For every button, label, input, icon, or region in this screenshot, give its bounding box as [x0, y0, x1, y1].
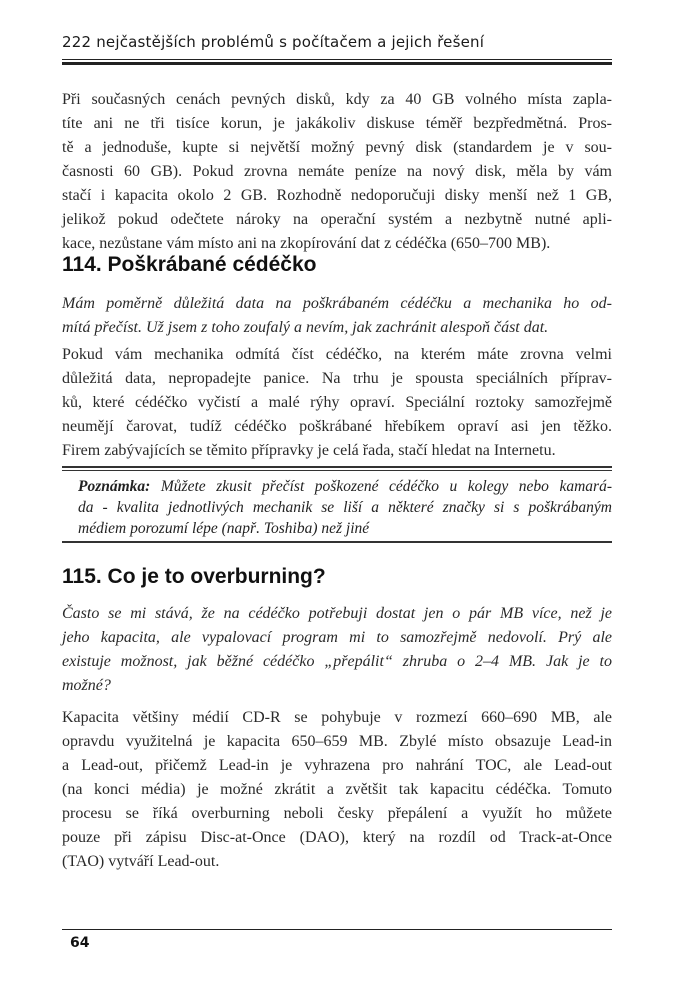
text-line: tě a jednoduše, kupte si největší možný pevný disk (standardem je v sou- — [62, 139, 612, 156]
text-line: da - kvalita jednotlivých mechanik se liší a některé značky si s poškrábaným — [78, 499, 612, 516]
section-115-question — [62, 602, 612, 698]
text-line: stačí i kapacita okolo 2 GB. Rozhodně nedoporučuji disky menší než 1 GB, — [62, 187, 612, 204]
section-114-heading: 114. Poškrábané cédéčko — [62, 253, 317, 276]
text-line: Pokud vám mechanika odmítá číst cédéčko, na kterém máte zrovna velmi — [62, 346, 612, 363]
footer-rule — [62, 929, 612, 930]
note-box — [78, 476, 612, 539]
text-line: pouze při zápisu Disc-at-Once (DAO), který na rozdíl od Track-at-Once — [62, 829, 612, 846]
section-114-answer — [62, 343, 612, 463]
text-line: možné? — [62, 677, 111, 694]
text-line: Kapacita většiny médií CD-R se pohybuje v rozmezí 660–690 MB, ale — [62, 709, 612, 726]
header-rule — [62, 59, 612, 65]
page-number: 64 — [70, 935, 90, 951]
text-line: jeho kapacita, ale vypalovací program mi to samozřejmě nedovolí. Prý ale — [62, 629, 612, 646]
text-line: jelikož pokud odečtete nároky na operační systém a nezbytně nutné apli- — [62, 211, 612, 228]
text-line: Mám poměrně důležitá data na poškrábaném cédéčku a mechanika ho od- — [62, 295, 612, 312]
text-line: ků, které cédéčko vyčistí a malé rýhy opraví. Speciální roztoky samozřejmě — [62, 394, 612, 411]
text-line: důležitá data, nepropadejte panice. Na trhu je spousta speciálních příprav- — [62, 370, 612, 387]
note-label: Poznámka: — [78, 478, 151, 495]
note-lines — [78, 497, 612, 539]
section-115-answer — [62, 706, 612, 874]
text-line: títe ani ne tři tisíce korun, je jakákoliv diskuse téměř bezpředmětná. Pros- — [62, 115, 612, 132]
text-line: časnosti 60 GB). Pokud zrovna nemáte peníze na nový disk, měla by vám — [62, 163, 612, 180]
running-header: 222 nejčastějších problémů s počítačem a jejich řešení — [62, 33, 485, 51]
section-114-question — [62, 292, 612, 340]
note-rule-top — [62, 466, 612, 471]
text-line: (TAO) vytváří Lead-out. — [62, 853, 220, 870]
text-line: opravdu využitelná je kapacita 650–659 MB. Zbylé místo obsazuje Lead-in — [62, 733, 612, 750]
intro-paragraph — [62, 88, 612, 256]
text-line: kace, nezůstane vám místo ani na zkopírování dat z cédéčka (650–700 MB). — [62, 235, 551, 252]
text-line: mítá přečíst. Už jsem z toho zoufalý a nevím, jak zachránit alespoň část dat. — [62, 319, 549, 336]
text-line: existuje možnost, jak běžné cédéčko „přepálit“ zhruba o 2–4 MB. Jak je to — [62, 653, 612, 670]
text-line: Při současných cenách pevných disků, kdy za 40 GB volného místa zapla- — [62, 91, 612, 108]
text-line: (na konci média) je možné zkrátit a zvětšit tak kapacitu cédéčka. Tomuto — [62, 781, 612, 798]
text-line: médiem porozumí lépe (např. Toshiba) než jiné — [78, 520, 370, 537]
text-line: procesu se říká overburning neboli česky přepálení a využít ho můžete — [62, 805, 612, 822]
section-115-heading: 115. Co je to overburning? — [62, 565, 326, 588]
text-line: a Lead-out, přičemž Lead-in je vyhrazena pro nahrání TOC, ale Lead-out — [62, 757, 612, 774]
text-line: neumějí čarovat, tudíž cédéčko poškrábané hřebíkem opraví asi jen těžko. — [62, 418, 612, 435]
text-line: Často se mi stává, že na cédéčko potřebuji dostat jen o pár MB více, než je — [62, 605, 612, 622]
note-rule-bottom — [62, 541, 612, 543]
note-text: Můžete zkusit přečíst poškozené cédéčko u kolegy nebo kamará- — [150, 478, 612, 495]
text-line: Firem zabývajících se těmito přípravky je celá řada, stačí hledat na Internetu. — [62, 442, 556, 459]
